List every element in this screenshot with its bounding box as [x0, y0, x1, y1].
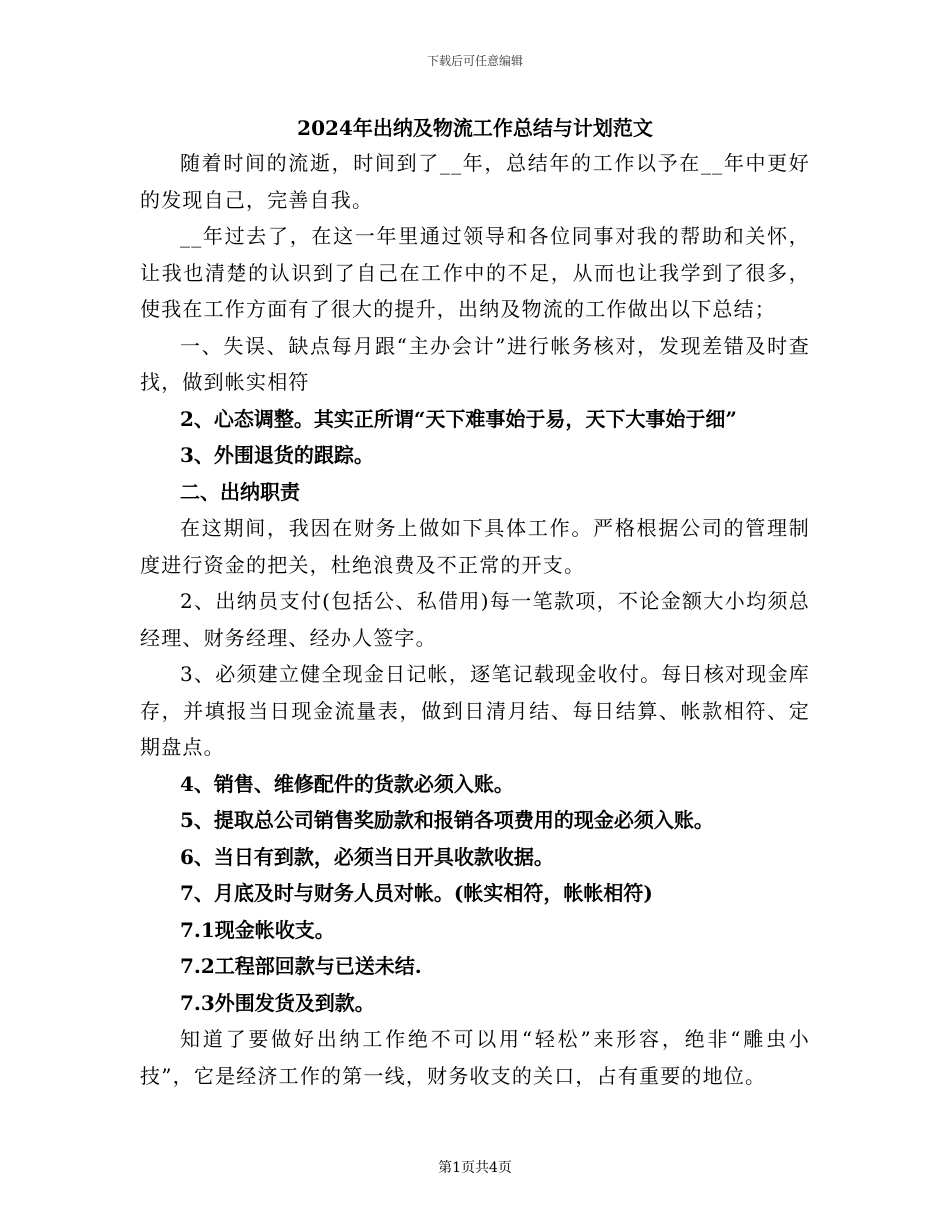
- paragraph-12: 6、当日有到款，必须当日开具收款收据。: [180, 844, 554, 869]
- paragraph-15: 7.2工程部回款与已送未结.: [180, 954, 422, 978]
- paragraph-8: 2、出纳员支付(包括公、私借用)每一笔款项，不论金额大小均须总经理、财务经理、经办人签字。: [140, 589, 810, 650]
- paragraph-10: 4、销售、维修配件的货款必须入账。: [180, 771, 514, 796]
- paragraph-4: 2、心态调整。其实正所谓“天下难事始于易，天下大事始于细”: [180, 406, 737, 431]
- document-title: 2024年出纳及物流工作总结与计划范文: [297, 116, 653, 140]
- paragraph-7: 在这期间，我因在财务上做如下具体工作。严格根据公司的管理制度进行资金的把关，杜绝浪费及不正常的开支。: [140, 516, 810, 577]
- paragraph-16: 7.3外围发货及到款。: [180, 990, 375, 1015]
- paragraph-11: 5、提取总公司销售奖励款和报销各项费用的现金必须入账。: [180, 808, 714, 832]
- paragraph-2: __年过去了，在这一年里通过领导和各位同事对我的帮助和关怀，让我也清楚的认识到了自己在工作中的不足，从而也让我学到了很多，使我在工作方面有了很大的提升，出纳及物流的工作做出以下总结；: [140, 224, 810, 321]
- page-header: 下载后可任意编辑: [426, 54, 523, 68]
- document-body: [140, 145, 810, 1094]
- paragraph-13: 7、月底及时与财务人员对帐。(帐实相符，帐帐相符): [180, 881, 653, 905]
- page-footer: 第1页共4页: [438, 1160, 512, 1176]
- paragraph-14: 7.1现金帐收支。: [180, 917, 335, 942]
- paragraph-1: 随着时间的流逝，时间到了__年，总结年的工作以予在__年中更好的发现自己，完善自我。: [140, 151, 810, 212]
- section-heading-cashier-duties: 二、出纳职责: [180, 479, 300, 504]
- paragraph-9: 3、必须建立健全现金日记帐，逐笔记载现金收付。每日核对现金库存，并填报当日现金流量表，做到日清月结、每日结算、帐款相符、定期盘点。: [140, 662, 810, 759]
- paragraph-17: 知道了要做好出纳工作绝不可以用“轻松”来形容，绝非“雕虫小技”，它是经济工作的第一线，财务收支的关口，占有重要的地位。: [140, 1027, 810, 1088]
- paragraph-5: 3、外围退货的跟踪。: [180, 443, 374, 467]
- paragraph-3: 一、失误、缺点每月跟“主办会计”进行帐务核对，发现差错及时查找，做到帐实相符: [140, 333, 810, 394]
